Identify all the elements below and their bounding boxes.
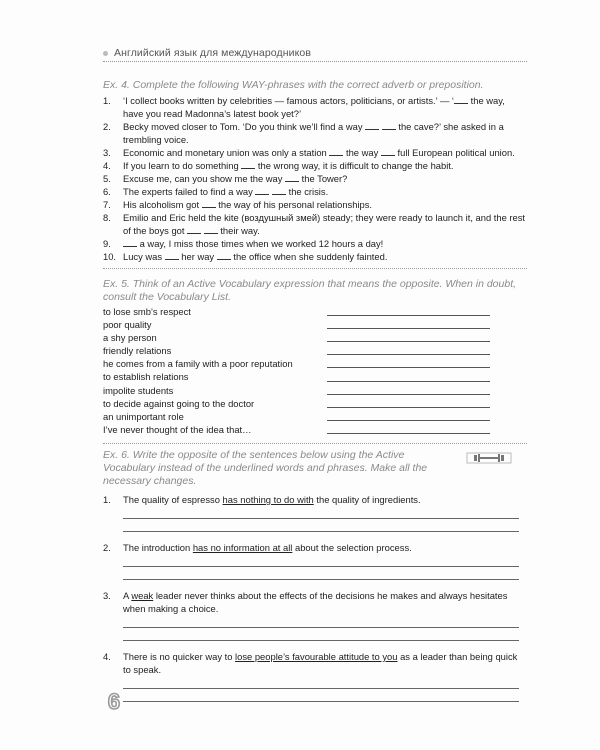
answer-blank[interactable]	[365, 120, 379, 130]
ex6-list	[103, 493, 527, 711]
ex6-text-before: A	[123, 590, 132, 601]
answer-blank[interactable]	[255, 185, 269, 195]
ex5-item-text: to decide against going to the doctor	[103, 397, 255, 409]
ex6-answer-line[interactable]	[123, 567, 519, 580]
ex6-answer-line[interactable]	[123, 676, 519, 689]
ex6-answer-line[interactable]	[123, 628, 519, 641]
ex6-item-number: 4.	[103, 651, 111, 662]
ex6-item	[103, 493, 527, 532]
ex6-item	[103, 541, 527, 580]
answer-blank[interactable]	[204, 224, 218, 234]
ex4-rule	[103, 268, 527, 269]
ex4-item-text: Excuse me, can you show me the way the Tower?	[123, 173, 348, 184]
ex5-rule	[103, 443, 527, 444]
ex5-item	[103, 331, 527, 344]
ex4-item-number: 8.	[103, 212, 111, 223]
ex5-item-text: to establish relations	[103, 371, 189, 383]
ex4-item-number: 6.	[103, 186, 111, 197]
ex5-item	[103, 370, 527, 383]
answer-blank[interactable]	[165, 250, 179, 260]
ex5-item	[103, 423, 527, 436]
ex5-answer-line[interactable]	[327, 407, 490, 408]
ex4-item	[103, 94, 527, 120]
ex5-item-text: to lose smb’s respect	[103, 306, 191, 317]
ex4-item-text: Economic and monetary union was only a station the way full European political union.	[123, 147, 515, 158]
ex4-item	[103, 172, 527, 185]
answer-blank[interactable]	[217, 250, 231, 260]
ex4-item-number: 7.	[103, 199, 111, 210]
ex5-item-text: he comes from a family with a poor reputation	[103, 358, 293, 370]
ex6-answer-line[interactable]	[123, 519, 519, 532]
page-number-graphic	[103, 690, 125, 712]
ex4-item-text: a way, I miss those times when we worked 12 hours a day!	[123, 238, 383, 249]
ex4-item-number: 3.	[103, 147, 111, 158]
answer-blank[interactable]	[381, 146, 395, 156]
ex5-item	[103, 357, 527, 370]
ex4-item-text: If you learn to do something the wrong way, it is difficult to change the habit.	[123, 160, 454, 171]
running-header	[103, 47, 311, 59]
ex6-underlined-phrase: lose people’s favourable attitude to you	[235, 651, 398, 662]
ex6-text-before: The introduction	[123, 542, 193, 553]
ex5-answer-line[interactable]	[327, 394, 490, 395]
ex4-item	[103, 250, 527, 263]
answer-blank[interactable]	[272, 185, 286, 195]
ex5-list	[103, 305, 527, 436]
ex5-item	[103, 344, 527, 357]
ex6-text-after: leader never thinks about the effects of the decisions he makes and always hesitates when making a choice.	[123, 590, 508, 614]
ex5-item-text: poor quality	[103, 319, 152, 331]
ex6-title: Ex. 6. Write the opposite of the sentences below using the Active Vocabulary instead of the underlined words and phrases. Make all the necessary changes.	[103, 449, 428, 487]
page-number: 6	[107, 690, 121, 712]
answer-blank[interactable]	[123, 237, 137, 247]
ex6-item-number: 3.	[103, 590, 111, 601]
ex4-item	[103, 146, 527, 159]
ex5-answer-line[interactable]	[327, 367, 490, 368]
ex5-answer-line[interactable]	[327, 328, 490, 329]
ex5-item-text: an unimportant role	[103, 410, 184, 422]
ex6-underlined-phrase: has nothing to do with	[222, 494, 314, 505]
ex5-answer-line[interactable]	[327, 315, 490, 316]
ex5-item-text: friendly relations	[103, 345, 172, 357]
ex4-item	[103, 211, 527, 237]
ex4-item-number: 4.	[103, 160, 111, 171]
ex6-item-number: 1.	[103, 494, 111, 505]
ex6-answer-line[interactable]	[123, 689, 519, 702]
ex4-item	[103, 237, 527, 250]
ex6-text-before: There is no quicker way to	[123, 651, 236, 662]
ex6-item	[103, 589, 527, 641]
ex4-item	[103, 120, 527, 146]
ex4-list	[103, 94, 527, 263]
ex4-item-text: Lucy was her way the office when she suddenly fainted.	[123, 251, 388, 262]
ex6-text-after: about the selection process.	[292, 542, 412, 553]
ex5-answer-line[interactable]	[327, 381, 490, 382]
header-bullet-icon	[103, 51, 108, 56]
ex4-item	[103, 198, 527, 211]
ex6-answer-line[interactable]	[123, 554, 519, 567]
ex4-item-number: 5.	[103, 173, 111, 184]
ex4-item-number: 1.	[103, 95, 111, 106]
ex4-item-text: The experts failed to find a way the crisis.	[123, 186, 329, 197]
ex6-text-after: the quality of ingredients.	[313, 494, 421, 505]
ex6-item	[103, 650, 527, 702]
ex4-title: Ex. 4. Complete the following WAY-phrases with the correct adverb or preposition.	[103, 79, 484, 91]
ex5-answer-line[interactable]	[327, 341, 490, 342]
answer-blank[interactable]	[202, 198, 216, 208]
answer-blank[interactable]	[241, 159, 255, 169]
ex5-item	[103, 318, 527, 331]
ex5-answer-line[interactable]	[327, 354, 490, 355]
ex4-item-number: 2.	[103, 121, 111, 132]
ex5-item-text: I’ve never thought of the idea that…	[103, 423, 252, 435]
answer-blank[interactable]	[454, 94, 468, 104]
ex4-item-number: 10.	[103, 251, 117, 262]
header-rule	[103, 61, 527, 62]
answer-blank[interactable]	[285, 172, 299, 182]
ex4-item-text: Becky moved closer to Tom. ‘Do you think we’ll find a way the cave?’ she asked in a trembling voice.	[123, 121, 504, 145]
ex5-item	[103, 305, 527, 318]
answer-blank[interactable]	[187, 224, 201, 234]
ex5-item-text: a shy person	[103, 332, 157, 344]
answer-blank[interactable]	[329, 146, 343, 156]
ex4-item-text: ‘I collect books written by celebrities — famous actors, politicians, or artists.’ — ‘ the way, have you read Madonna’s latest book yet?’	[123, 95, 505, 119]
ex6-underlined-phrase: weak	[131, 590, 154, 601]
ex4-item	[103, 159, 527, 172]
answer-blank[interactable]	[382, 120, 396, 130]
ex6-item-number: 2.	[103, 542, 111, 553]
ex5-title: Ex. 5. Think of an Active Vocabulary expression that means the opposite. When in doubt, consult the Vocabulary List.	[103, 278, 517, 303]
ex6-text-after: as a leader than being quick to speak.	[123, 651, 518, 675]
ex6-answer-line[interactable]	[123, 615, 519, 628]
ex5-item-text: impolite students	[103, 384, 174, 396]
ex5-item	[103, 384, 527, 397]
ex4-item-text: Emilio and Eric held the kite (воздушный змей) steady; they were ready to launch it, and the rest of the boys got their way.	[123, 212, 526, 236]
ex5-item	[103, 397, 527, 410]
ex5-answer-line[interactable]	[327, 433, 490, 434]
ex6-answer-line[interactable]	[123, 506, 519, 519]
dumbbell-icon	[466, 452, 512, 464]
ex6-text-before: The quality of espresso	[123, 494, 223, 505]
ex4-item-number: 9.	[103, 238, 111, 249]
ex5-item	[103, 410, 527, 423]
ex5-answer-line[interactable]	[327, 420, 490, 421]
ex6-underlined-phrase: has no information at all	[192, 542, 293, 553]
header-title: Английский язык для международников	[114, 47, 312, 59]
ex4-item-text: His alcoholism got the way of his personal relationships.	[123, 199, 373, 210]
ex4-item	[103, 185, 527, 198]
